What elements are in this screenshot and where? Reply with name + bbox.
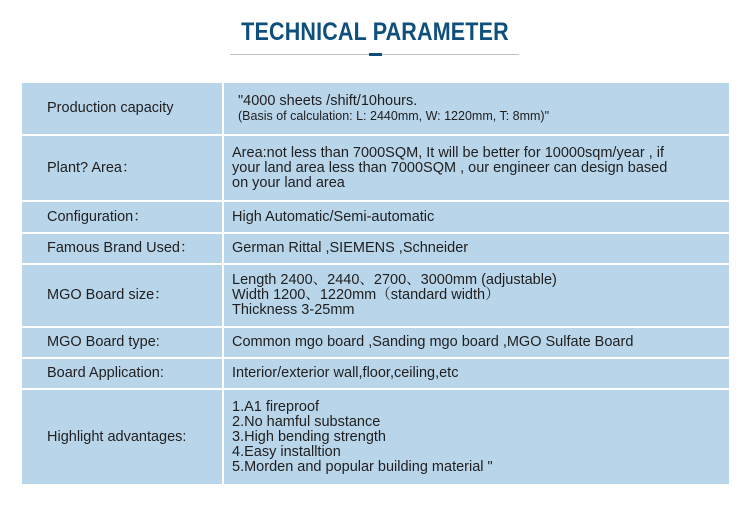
row-label: Highlight advantages: — [21, 389, 223, 485]
value-line: Area:not less than 7000SQM, It will be better for 10000sqm/year , if — [232, 144, 664, 161]
value-line: Thickness 3-25mm — [232, 302, 355, 318]
value-line: 2.No hamful substance — [232, 413, 381, 430]
value-line: German Rittal ,SIEMENS ,Schneider — [232, 240, 469, 256]
value-line: Common mgo board ,Sanding mgo board ,MGO Sulfate Board — [232, 334, 634, 350]
value-line: "4000 sheets /shift/10hours. — [238, 92, 418, 109]
table-row-famous-brand — [21, 233, 730, 264]
table-row-configuration — [21, 201, 730, 233]
table-row-board-type — [21, 327, 730, 358]
row-value — [223, 358, 730, 389]
value-line: on your land area — [232, 174, 345, 191]
row-value — [223, 233, 730, 264]
row-label: Board Application: — [21, 358, 223, 389]
row-label: MGO Board type: — [21, 327, 223, 358]
value-line: Interior/exterior wall,floor,ceiling,etc — [232, 365, 459, 381]
row-value — [223, 264, 730, 327]
row-label: MGO Board size： — [21, 264, 223, 327]
row-value — [223, 135, 730, 201]
table-row-plant-area — [21, 135, 730, 201]
row-label: Configuration： — [21, 201, 223, 233]
row-label: Plant? Area： — [21, 135, 223, 201]
row-value — [223, 82, 730, 135]
table-row-production-capacity — [21, 82, 730, 135]
row-value — [223, 389, 730, 485]
value-line: (Basis of calculation: L: 2440mm, W: 1220mm, T: 8mm)" — [238, 108, 550, 123]
row-label: Famous Brand Used： — [21, 233, 223, 264]
table-row-board-application — [21, 358, 730, 389]
value-line: 3.High bending strength — [232, 428, 386, 445]
row-value — [223, 201, 730, 233]
table-row-highlight-advantages — [21, 389, 730, 485]
value-line: 1.A1 fireproof — [232, 398, 320, 415]
value-line: Width 1200、1220mm（standard width） — [232, 287, 500, 303]
value-line: Length 2400、2440、2700、3000mm (adjustable) — [232, 272, 557, 288]
value-line: your land area less than 7000SQM , our engineer can design based — [232, 159, 668, 176]
value-line: High Automatic/Semi-automatic — [232, 208, 435, 225]
row-label: Production capacity — [21, 82, 223, 135]
value-line: 5.Morden and popular building material " — [232, 458, 493, 475]
row-value — [223, 327, 730, 358]
parameter-table — [20, 81, 731, 486]
table-row-board-size — [21, 264, 730, 327]
page-title: TECHNICAL PARAMETER — [241, 18, 509, 46]
value-line: 4.Easy installtion — [232, 443, 341, 460]
title-accent-bar — [369, 53, 382, 56]
